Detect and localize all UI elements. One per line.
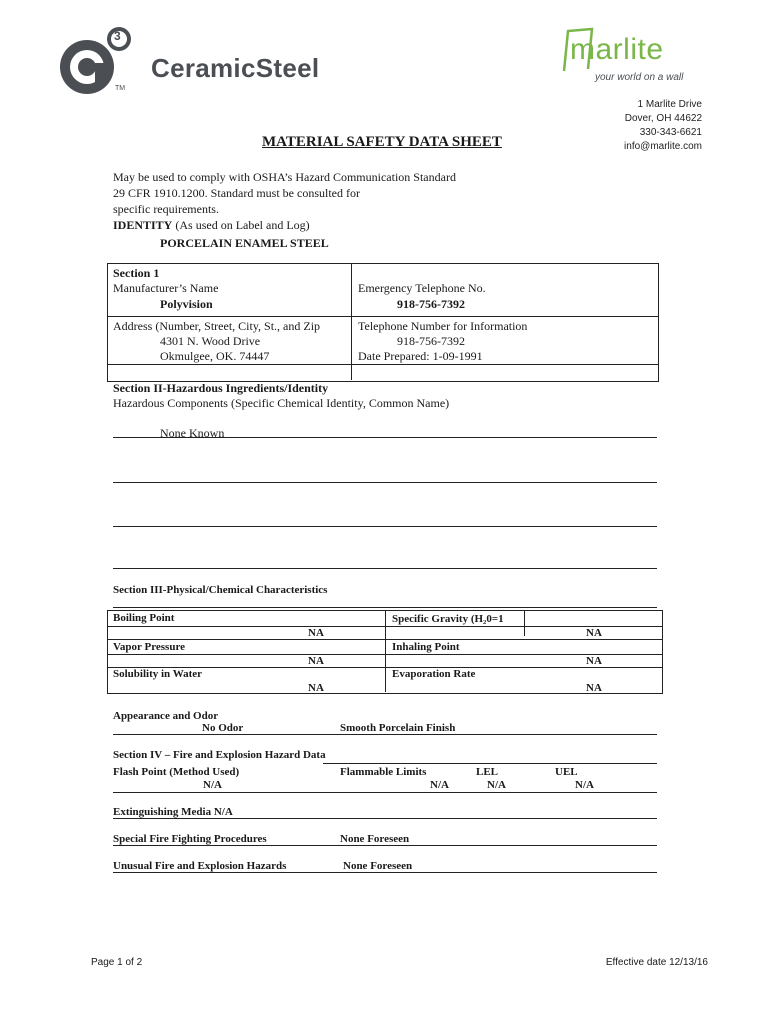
company-address	[624, 98, 702, 154]
section2-subheading: Hazardous Components (Specific Chemical Identity, Common Name)	[113, 396, 450, 410]
flash-point-label: Flash Point (Method Used)	[113, 766, 240, 778]
unusual-rule	[113, 872, 657, 873]
info-phone-value: 918-756-7392	[397, 334, 465, 348]
inhaling-point-value: NA	[586, 655, 602, 667]
address-street: 1 Marlite Drive	[637, 99, 702, 110]
special-rule	[113, 845, 657, 846]
physical-divider	[385, 610, 386, 692]
uel-value: N/A	[575, 779, 594, 791]
section3-heading: Section III-Physical/Chemical Characteristics	[113, 584, 328, 596]
address-city: Dover, OH 44622	[624, 113, 702, 124]
intro-line: May be used to comply with OSHA’s Hazard Communication Standard	[113, 170, 456, 184]
entry-rule	[113, 437, 657, 438]
address-line: Okmulgee, OK. 74447	[160, 349, 270, 363]
marlite-wordmark: marlite	[570, 33, 664, 66]
inhaling-point-label: Inhaling Point	[392, 641, 460, 653]
address-line: 4301 N. Wood Drive	[160, 334, 261, 348]
unusual-hazards-label: Unusual Fire and Explosion Hazards	[113, 860, 287, 872]
solubility-value: NA	[308, 682, 324, 694]
evaporation-rate-label: Evaporation Rate	[392, 668, 476, 680]
marlite-tagline: your world on a wall	[595, 72, 684, 83]
section1-rule	[107, 316, 658, 317]
address-phone: 330-343-6621	[639, 127, 702, 138]
specific-gravity-value: NA	[586, 627, 602, 639]
physical-rule	[107, 626, 662, 627]
extinguishing-rule	[113, 818, 657, 819]
evaporation-rate-value: NA	[586, 682, 602, 694]
logo-wordmark: CeramicSteel	[151, 53, 320, 83]
logo-trademark: TM	[115, 85, 126, 92]
address-email[interactable]: info@marlite.com	[624, 141, 702, 152]
intro-block	[113, 169, 456, 233]
lel-value: N/A	[487, 779, 506, 791]
physical-rule	[107, 639, 662, 640]
solubility-label: Solubility in Water	[113, 668, 203, 680]
lel-label: LEL	[476, 766, 499, 778]
intro-line: 29 CFR 1910.1200. Standard must be consulted for	[113, 186, 360, 200]
boiling-point-value: NA	[308, 627, 324, 639]
hazardous-entry: None Known	[160, 426, 225, 440]
section1-heading: Section 1	[113, 266, 160, 280]
info-phone-label: Telephone Number for Information	[358, 319, 528, 333]
physical-rule	[107, 654, 662, 655]
address-label: Address (Number, Street, City, St., and Zip	[113, 319, 321, 333]
section2-heading: Section II-Hazardous Ingredients/Identity	[113, 381, 329, 395]
product-name: PORCELAIN ENAMEL STEEL	[160, 236, 329, 250]
intro-line: specific requirements.	[113, 202, 219, 216]
ceramicsteel-logo	[55, 25, 355, 100]
page-number: Page 1 of 2	[91, 957, 143, 968]
entry-rule	[113, 482, 657, 483]
entry-rule	[113, 526, 657, 527]
vapor-pressure-value: NA	[308, 655, 324, 667]
vapor-pressure-label: Vapor Pressure	[113, 641, 186, 653]
section1-rule	[107, 364, 658, 365]
section1-divider	[351, 263, 352, 380]
flash-rule	[113, 792, 657, 793]
extinguishing-media: Extinguishing Media N/A	[113, 806, 233, 818]
flammable-limits-label: Flammable Limits	[340, 766, 427, 778]
date-prepared: Date Prepared: 1-09-1991	[358, 349, 483, 363]
manufacturer-value: Polyvision	[160, 297, 213, 311]
manufacturer-label: Manufacturer’s Name	[113, 281, 219, 295]
marlite-logo	[558, 27, 698, 87]
odor-value: No Odor	[202, 722, 244, 734]
physical-divider	[524, 610, 525, 636]
special-procedures-value: None Foreseen	[340, 833, 410, 845]
logo-superscript: 3	[114, 29, 121, 43]
section4-top-rule	[323, 763, 657, 764]
identity-line	[113, 217, 456, 233]
section4-heading: Section IV – Fire and Explosion Hazard Data	[113, 749, 326, 761]
identity-label: IDENTITY	[113, 218, 173, 232]
specific-gravity-label: Specific Gravity (H₂0=1	[392, 613, 504, 625]
special-procedures-label: Special Fire Fighting Procedures	[113, 833, 267, 845]
appearance-rule	[113, 734, 657, 735]
uel-label: UEL	[555, 766, 578, 778]
page-title: MATERIAL SAFETY DATA SHEET	[262, 134, 502, 150]
flash-point-value: N/A	[203, 779, 222, 791]
unusual-hazards-value: None Foreseen	[343, 860, 413, 872]
identity-note: (As used on Label and Log)	[172, 218, 310, 232]
section3-top-rule	[113, 607, 657, 608]
appearance-value: Smooth Porcelain Finish	[340, 722, 456, 734]
entry-rule	[113, 568, 657, 569]
appearance-label: Appearance and Odor	[113, 710, 219, 722]
effective-date: Effective date 12/13/16	[605, 957, 708, 968]
flammable-limits-value: N/A	[430, 779, 449, 791]
emergency-phone: 918-756-7392	[397, 297, 465, 311]
emergency-label: Emergency Telephone No.	[358, 281, 486, 295]
boiling-point-label: Boiling Point	[113, 612, 175, 624]
